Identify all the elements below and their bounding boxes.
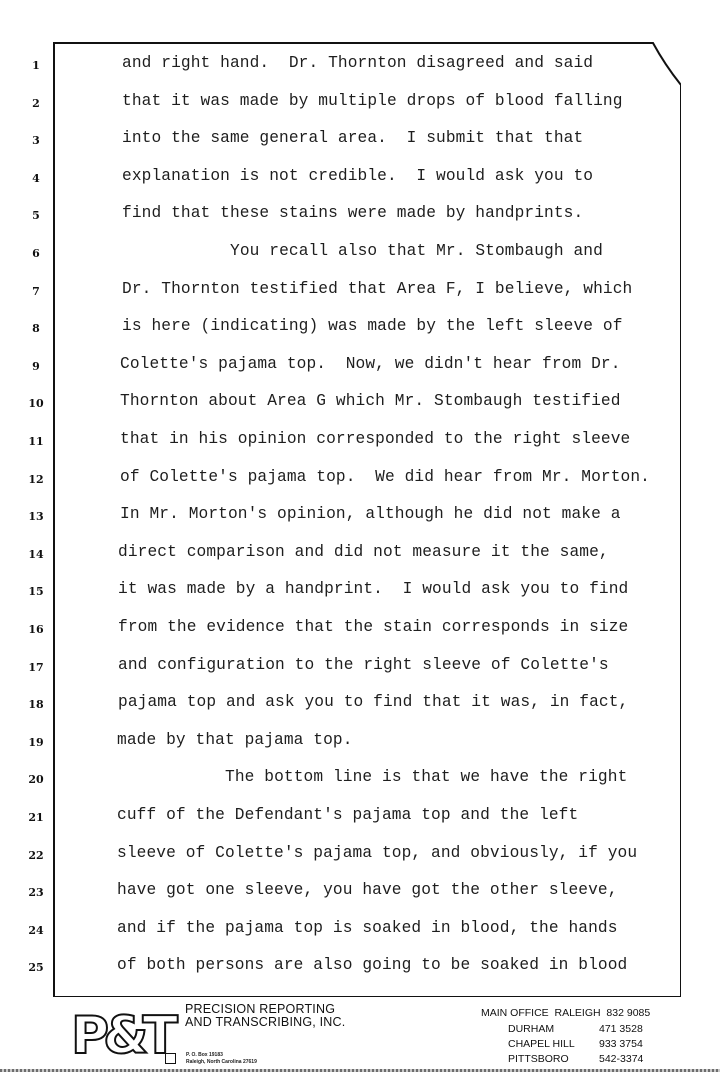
line-number: 23 — [28, 886, 44, 900]
transcript-line: In Mr. Morton's opinion, although he did not make a — [120, 505, 621, 524]
office-city: PITTSBORO — [508, 1053, 569, 1065]
line-number: 19 — [28, 735, 44, 749]
transcript-line: sleeve of Colette's pajama top, and obviously, if you — [117, 843, 638, 862]
transcript-line: from the evidence that the stain corresponds in size — [118, 618, 629, 636]
transcript-line: The bottom line is that we have the right — [225, 768, 628, 787]
company-name-line1: PRECISION REPORTING — [185, 1002, 336, 1016]
transcript-line: made by that pajama top. — [117, 730, 353, 749]
company-logo: P&T — [71, 1006, 172, 1066]
line-number: 2 — [32, 96, 40, 110]
line-number: 17 — [28, 660, 44, 674]
transcript-line: and configuration to the right sleeve of Colette's — [118, 655, 609, 674]
transcript-line: You recall also that Mr. Stombaugh and — [230, 242, 603, 260]
line-number: 13 — [28, 510, 44, 524]
transcript-line: direct comparison and did not measure it the same, — [118, 542, 609, 561]
transcript-line: is here (indicating) was made by the left sleeve of — [122, 317, 623, 336]
transcript-line: and right hand. Dr. Thornton disagreed and said — [122, 54, 594, 72]
line-number: 6 — [32, 247, 40, 260]
line-number: 7 — [32, 284, 40, 298]
transcript-line: cuff of the Defendant's pajama top and the left — [117, 806, 579, 824]
line-number: 25 — [28, 961, 44, 975]
transcript-line: have got one sleeve, you have got the other sleeve, — [117, 881, 618, 900]
line-number: 24 — [28, 923, 44, 937]
transcript-line: Colette's pajama top. Now, we didn't hear from Dr. — [120, 354, 621, 373]
office-phone: 542-3374 — [599, 1053, 644, 1065]
office-directory — [481, 1006, 650, 1067]
transcript-line: Thornton about Area G which Mr. Stombaugh testified — [120, 392, 621, 411]
line-number: 14 — [28, 547, 44, 561]
address-line1: P. O. Box 19183 — [186, 1052, 223, 1058]
scan-edge — [0, 1069, 720, 1072]
line-number: 10 — [28, 397, 44, 411]
address-line2: Raleigh, North Carolina 27619 — [186, 1059, 257, 1065]
transcript-line: Dr. Thornton testified that Area F, I believe, which — [122, 279, 633, 298]
main-office: MAIN OFFICE RALEIGH 832 9085 — [481, 1007, 651, 1019]
line-number: 15 — [28, 585, 44, 599]
transcript-line: of both persons are also going to be soaked in blood — [117, 956, 628, 975]
office-phone: 933 3754 — [599, 1038, 643, 1050]
transcript-line: that in his opinion corresponded to the right sleeve — [120, 430, 631, 448]
office-row — [481, 1022, 650, 1037]
transcript-line: explanation is not credible. I would ask you to — [122, 166, 594, 185]
company-address — [186, 1052, 257, 1066]
transcript-line: pajama top and ask you to find that it was, in fact, — [118, 693, 629, 712]
logo-square-icon — [165, 1053, 176, 1064]
line-number: 11 — [28, 435, 44, 448]
line-number: 4 — [32, 171, 40, 185]
line-number: 18 — [28, 698, 44, 712]
company-name — [185, 1003, 345, 1029]
office-row — [481, 1037, 650, 1052]
office-city: DURHAM — [508, 1023, 555, 1035]
line-number: 1 — [32, 59, 40, 72]
line-number: 16 — [28, 623, 44, 636]
company-name-line2: AND TRANSCRIBING, INC. — [185, 1015, 346, 1029]
transcript-line: find that these stains were made by handprints. — [122, 204, 584, 223]
line-number: 3 — [32, 134, 40, 148]
transcript-line: into the same general area. I submit that that — [122, 129, 584, 148]
transcript-line: and if the pajama top is soaked in blood, the hands — [117, 918, 618, 937]
line-number: 9 — [32, 359, 40, 373]
office-row — [481, 1052, 650, 1067]
office-city: CHAPEL HILL — [508, 1038, 575, 1050]
line-number: 20 — [28, 773, 44, 787]
line-number: 8 — [32, 322, 40, 336]
line-number: 5 — [32, 209, 40, 223]
transcript-line: that it was made by multiple drops of blood falling — [122, 91, 623, 110]
line-number: 21 — [28, 811, 44, 824]
line-number: 12 — [28, 472, 44, 486]
line-number: 22 — [28, 848, 44, 862]
transcript-line: it was made by a handprint. I would ask you to find — [118, 580, 629, 599]
transcript-line: of Colette's pajama top. We did hear from Mr. Morton. — [120, 467, 650, 486]
office-phone: 471 3528 — [599, 1023, 643, 1035]
